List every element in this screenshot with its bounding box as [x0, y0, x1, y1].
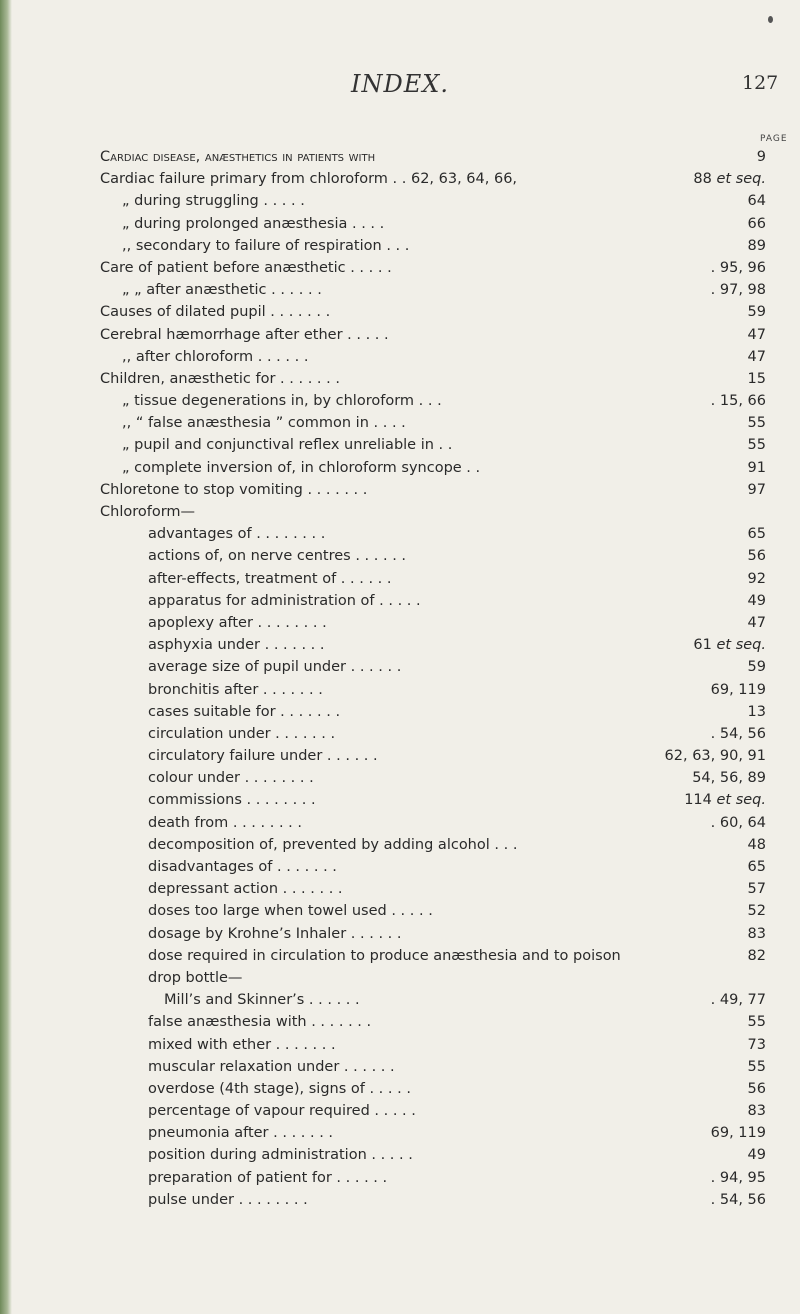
index-entry [0, 190, 800, 212]
entry-page-ref: 61 et seq. [693, 637, 766, 654]
index-entry [0, 923, 800, 945]
index-entry [0, 1167, 800, 1189]
index-entry [0, 878, 800, 900]
index-entry [0, 1122, 800, 1144]
entry-page-ref: 114 et seq. [684, 792, 766, 809]
page-column-label: PAGE [760, 134, 788, 144]
entry-page-ref: 55 [747, 1058, 766, 1075]
index-entry [0, 701, 800, 723]
entry-text: bronchitis after . . . . . . . [148, 681, 323, 698]
entry-text: „ „ after anæsthetic . . . . . . [122, 282, 322, 299]
entry-page-ref: 89 [747, 237, 766, 254]
entry-text: Chloroform— [100, 504, 196, 520]
entry-text: average size of pupil under . . . . . . [148, 659, 402, 676]
entry-page-ref: 55 [747, 437, 766, 454]
entry-text: pulse under . . . . . . . . [148, 1191, 308, 1208]
entry-page-ref: 47 [747, 348, 766, 365]
index-entry [0, 324, 800, 346]
index-entry [0, 812, 800, 834]
running-header-title: INDEX. [351, 70, 449, 98]
entry-page-ref: 83 [747, 925, 766, 942]
entry-page-ref: 55 [747, 415, 766, 432]
entry-text: colour under . . . . . . . . [148, 770, 314, 787]
entry-page-ref: . 97, 98 [710, 282, 766, 299]
entry-text: drop bottle— [148, 969, 243, 986]
entry-text: false anæsthesia with . . . . . . . [148, 1014, 372, 1031]
entry-page-ref: 56 [747, 1080, 766, 1097]
index-entry [0, 523, 800, 545]
entry-page-ref: 83 [747, 1103, 766, 1120]
index-entry [0, 279, 800, 301]
index-entries [0, 146, 800, 1211]
entry-text: disadvantages of . . . . . . . [148, 859, 337, 875]
entry-page-ref: 9 [756, 149, 766, 165]
index-entry [0, 168, 800, 190]
ink-speck [768, 16, 773, 23]
index-entry [0, 590, 800, 612]
entry-page-ref: 52 [747, 903, 766, 920]
entry-page-ref: 91 [747, 459, 766, 476]
entry-page-ref: 69, 119 [710, 1125, 766, 1142]
index-entry [0, 767, 800, 789]
entry-text: advantages of . . . . . . . . [148, 526, 326, 543]
entry-text: apparatus for administration of . . . . . [148, 592, 421, 609]
entry-text: Children, anæsthetic for . . . . . . . [100, 370, 340, 387]
entry-page-ref: . 95, 96 [710, 259, 766, 276]
entry-text: circulation under . . . . . . . [148, 725, 336, 742]
index-entry [0, 945, 800, 967]
entry-text: „ pupil and conjunctival reflex unreliable in . . [122, 437, 453, 454]
index-entry [0, 568, 800, 590]
entry-text: depressant action . . . . . . . [148, 881, 343, 898]
entry-text: „ complete inversion of, in chloroform syncope . . [122, 459, 481, 476]
entry-text: ,, after chloroform . . . . . . [122, 348, 309, 365]
index-entry [0, 1034, 800, 1056]
page-number: 127 [742, 72, 779, 94]
entry-text: muscular relaxation under . . . . . . [148, 1058, 395, 1075]
entry-page-ref: 59 [747, 304, 766, 321]
index-entry [0, 745, 800, 767]
entry-page-ref: 55 [747, 1014, 766, 1031]
entry-page-ref: 73 [747, 1036, 766, 1053]
index-entry [0, 368, 800, 390]
entry-page-ref: . 15, 66 [710, 393, 766, 410]
index-entry [0, 235, 800, 257]
index-entry [0, 146, 800, 168]
index-entry [0, 789, 800, 811]
entry-page-ref: 49 [747, 592, 766, 609]
entry-page-ref: 57 [747, 881, 766, 898]
index-entry [0, 656, 800, 678]
entry-text: overdose (4th stage), signs of . . . . . [148, 1080, 411, 1097]
index-entry [0, 989, 800, 1011]
entry-text: Cardiac disease, anæsthetics in patients with [100, 149, 376, 165]
entry-text: pneumonia after . . . . . . . [148, 1125, 334, 1142]
entry-page-ref: 65 [747, 859, 766, 875]
index-entry [0, 1144, 800, 1166]
index-entry [0, 257, 800, 279]
index-entry [0, 1100, 800, 1122]
index-entry [0, 967, 800, 989]
index-entry [0, 1189, 800, 1211]
entry-text: preparation of patient for . . . . . . [148, 1169, 388, 1186]
entry-page-ref: 88 et seq. [693, 171, 766, 188]
entry-text: „ during struggling . . . . . [122, 193, 305, 210]
index-entry [0, 723, 800, 745]
entry-page-ref: . 49, 77 [710, 992, 766, 1009]
entry-text: dosage by Krohne’s Inhaler . . . . . . [148, 925, 402, 942]
index-entry [0, 900, 800, 922]
entry-page-ref: 48 [747, 836, 766, 853]
entry-page-ref: 82 [747, 947, 766, 964]
entry-page-ref: . 60, 64 [710, 814, 766, 831]
entry-page-ref: 47 [747, 326, 766, 343]
index-entry [0, 679, 800, 701]
entry-text: after-effects, treatment of . . . . . . [148, 570, 392, 587]
entry-text: Cardiac failure primary from chloroform . . 62, 63, 64, 66, [100, 171, 518, 188]
entry-text: „ tissue degenerations in, by chloroform . . . [122, 393, 442, 410]
entry-page-ref: 66 [747, 215, 766, 232]
entry-page-ref: 92 [747, 570, 766, 587]
entry-text: death from . . . . . . . . [148, 814, 302, 831]
entry-page-ref: . 54, 56 [710, 725, 766, 742]
index-entry [0, 856, 800, 878]
index-entry [0, 612, 800, 634]
entry-page-ref: 97 [747, 481, 766, 498]
entry-page-ref: 13 [747, 703, 766, 720]
entry-page-ref: 64 [747, 193, 766, 210]
entry-text: doses too large when towel used . . . . . [148, 903, 433, 920]
entry-text: Mill’s and Skinner’s . . . . . . [164, 992, 360, 1009]
index-entry [0, 501, 800, 523]
index-entry [0, 213, 800, 235]
entry-text: commissions . . . . . . . . [148, 792, 316, 809]
entry-page-ref: 54, 56, 89 [692, 770, 766, 787]
index-entry [0, 346, 800, 368]
entry-text: apoplexy after . . . . . . . . [148, 614, 327, 631]
entry-page-ref: . 54, 56 [710, 1191, 766, 1208]
entry-text: position during administration . . . . . [148, 1147, 413, 1164]
entry-page-ref: . 94, 95 [710, 1169, 766, 1186]
entry-page-ref: 49 [747, 1147, 766, 1164]
index-entry [0, 545, 800, 567]
entry-page-ref: 69, 119 [710, 681, 766, 698]
entry-page-ref: 62, 63, 90, 91 [664, 748, 766, 765]
entry-page-ref: 65 [747, 526, 766, 543]
index-entry [0, 457, 800, 479]
index-entry [0, 1078, 800, 1100]
entry-text: Chloretone to stop vomiting . . . . . . . [100, 481, 368, 498]
entry-text: dose required in circulation to produce anæsthesia and to poison [148, 947, 621, 964]
entry-text: actions of, on nerve centres . . . . . . [148, 548, 407, 565]
index-entry [0, 1011, 800, 1033]
entry-page-ref: 47 [747, 614, 766, 631]
index-entry [0, 301, 800, 323]
entry-text: Causes of dilated pupil . . . . . . . [100, 304, 331, 321]
index-entry [0, 390, 800, 412]
entry-page-ref: 15 [747, 370, 766, 387]
entry-text: Care of patient before anæsthetic . . . . . [100, 259, 392, 276]
entry-text: percentage of vapour required . . . . . [148, 1103, 416, 1120]
entry-text: circulatory failure under . . . . . . [148, 748, 378, 765]
entry-text: mixed with ether . . . . . . . [148, 1036, 336, 1053]
entry-page-ref: 59 [747, 659, 766, 676]
entry-text: ,, “ false anæsthesia ” common in . . . . [122, 415, 406, 432]
index-entry [0, 1056, 800, 1078]
entry-text: decomposition of, prevented by adding alcohol . . . [148, 836, 518, 853]
entry-text: „ during prolonged anæsthesia . . . . [122, 215, 385, 232]
index-entry [0, 479, 800, 501]
entry-text: cases suitable for . . . . . . . [148, 703, 341, 720]
entry-text: Cerebral hæmorrhage after ether . . . . . [100, 326, 389, 343]
entry-text: ,, secondary to failure of respiration . . . [122, 237, 410, 254]
entry-page-ref: 56 [747, 548, 766, 565]
index-entry [0, 634, 800, 656]
index-entry [0, 434, 800, 456]
entry-text: asphyxia under . . . . . . . [148, 637, 325, 654]
index-entry [0, 412, 800, 434]
index-entry [0, 834, 800, 856]
